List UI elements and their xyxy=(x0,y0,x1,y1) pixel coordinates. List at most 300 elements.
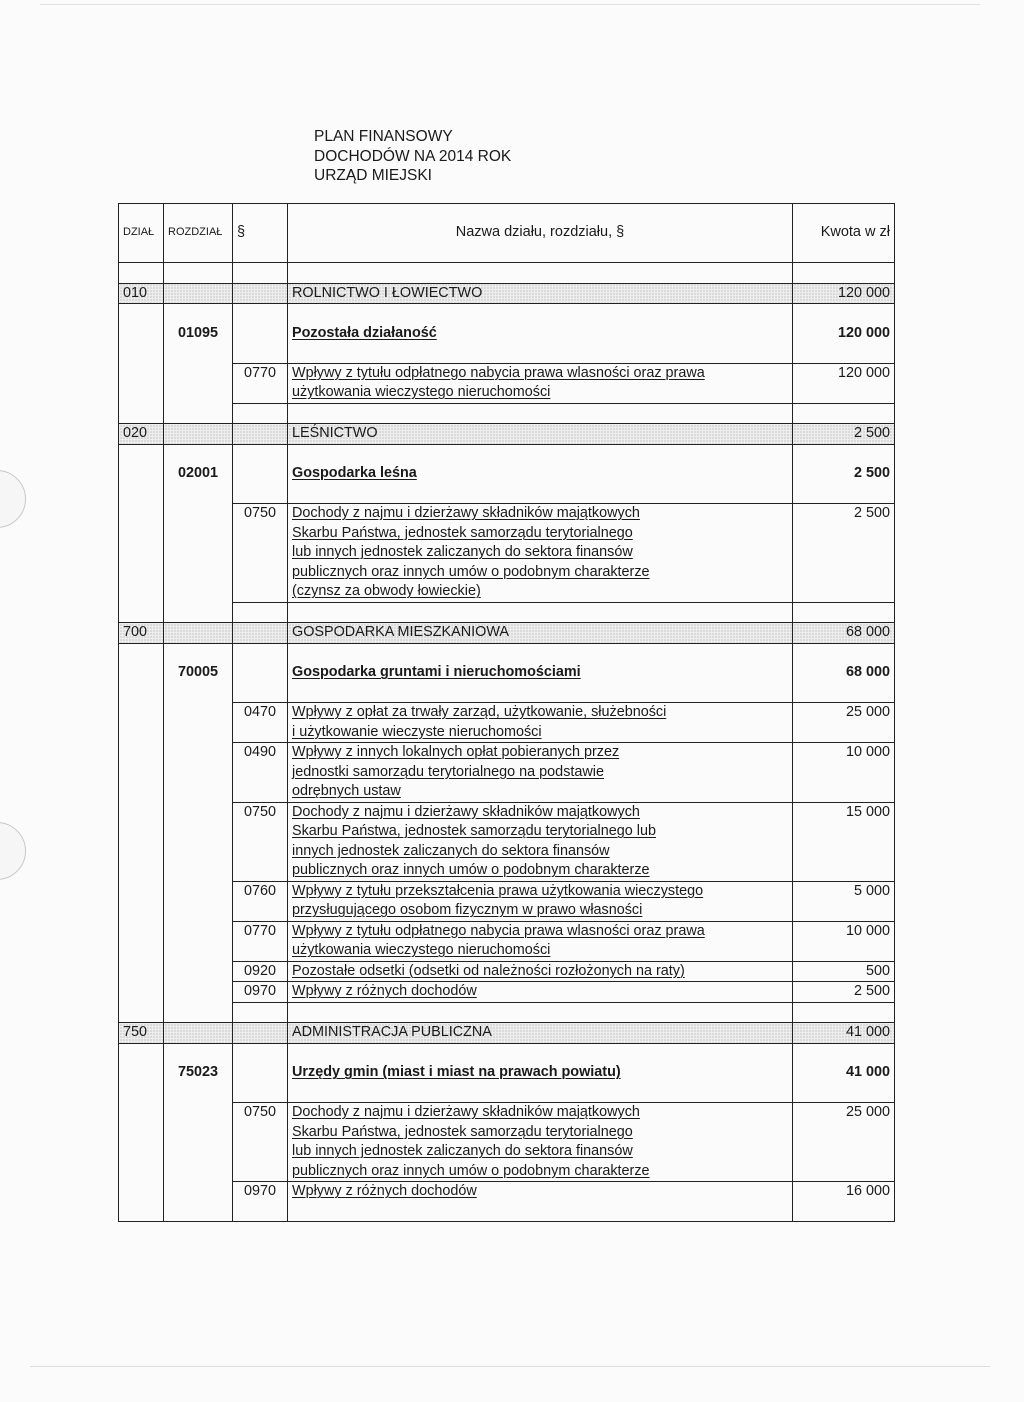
empty-cell xyxy=(164,1202,233,1222)
paragraph-name-line-text: publicznych oraz innych umów o podobnym charakterze xyxy=(292,862,650,878)
empty-cell xyxy=(164,484,233,504)
dzial-name-text: LEŚNICTWO xyxy=(292,425,378,441)
empty-cell xyxy=(164,763,233,783)
paragraph-code xyxy=(233,921,288,941)
dzial-name xyxy=(288,623,793,644)
empty-cell xyxy=(233,1002,288,1023)
empty-cell xyxy=(119,703,164,723)
empty-cell xyxy=(119,582,164,602)
paragraph-name-line xyxy=(288,363,793,383)
empty-cell xyxy=(164,941,233,961)
paragraph-name-line-text: Pozostałe odsetki (odsetki od należności rozłożonych na raty) xyxy=(292,962,685,979)
paragraph-name-line xyxy=(288,563,793,583)
paragraph-continuation-row xyxy=(119,563,895,583)
empty-cell xyxy=(233,861,288,881)
empty-cell xyxy=(164,723,233,743)
empty-cell xyxy=(119,683,164,703)
empty-cell xyxy=(119,743,164,763)
empty-cell xyxy=(119,563,164,583)
empty-cell xyxy=(119,343,164,363)
empty-cell xyxy=(164,403,233,424)
empty-cell xyxy=(119,1103,164,1123)
empty-cell xyxy=(793,563,895,583)
empty-cell xyxy=(164,921,233,941)
empty-cell xyxy=(793,683,895,703)
paragraph-name-line-text: Dochody z najmu i dzierżawy składników majątkowych xyxy=(292,1104,640,1120)
paragraph-name-line xyxy=(288,703,793,723)
paragraph-row xyxy=(119,961,895,982)
paragraph-code-text: 0970 xyxy=(243,1183,276,1199)
paragraph-row xyxy=(119,982,895,1003)
table-body xyxy=(119,263,895,1222)
empty-cell xyxy=(119,643,164,663)
empty-cell xyxy=(233,1063,288,1083)
empty-cell xyxy=(119,324,164,344)
empty-cell xyxy=(233,643,288,663)
rozdzial-name xyxy=(288,663,793,683)
empty-cell xyxy=(119,901,164,921)
empty-cell xyxy=(164,703,233,723)
paragraph-continuation-row xyxy=(119,383,895,403)
paragraph-code xyxy=(233,743,288,763)
paragraph-name-line xyxy=(288,383,793,403)
paragraph-row xyxy=(119,1103,895,1123)
empty-cell xyxy=(793,1123,895,1143)
empty-cell xyxy=(793,444,895,464)
empty-cell xyxy=(164,1103,233,1123)
empty-cell xyxy=(233,1023,288,1044)
empty-cell xyxy=(119,363,164,383)
dzial-name-text: GOSPODARKA MIESZKANIOWA xyxy=(292,624,509,640)
paragraph-continuation-row xyxy=(119,543,895,563)
paragraph-name-line-text: innych jednostek zaliczanych do sektora finansów xyxy=(292,842,610,859)
empty-cell xyxy=(288,304,793,324)
empty-cell xyxy=(119,1063,164,1083)
empty-cell xyxy=(164,1123,233,1143)
dzial-code xyxy=(119,623,164,644)
empty-cell xyxy=(119,961,164,982)
empty-cell xyxy=(793,763,895,783)
paragraph-name-line xyxy=(288,982,793,1003)
paragraph-name-line-text: użytkowania wieczystego nieruchomości xyxy=(292,942,551,958)
rozdzial-amount xyxy=(793,1063,895,1083)
paragraph-continuation-row xyxy=(119,1162,895,1182)
paragraph-amount xyxy=(793,881,895,901)
paragraph-name-line-text: Wpływy z różnych dochodów xyxy=(292,1183,477,1199)
empty-cell xyxy=(164,383,233,403)
paragraph-amount xyxy=(793,802,895,822)
punch-hole xyxy=(0,470,26,528)
paragraph-amount xyxy=(793,1182,895,1202)
paragraph-name-line xyxy=(288,1103,793,1123)
paragraph-code-text: 0750 xyxy=(243,505,276,521)
rozdzial-amount-text: 120 000 xyxy=(837,324,890,341)
empty-cell xyxy=(233,602,288,623)
paragraph-name-line xyxy=(288,861,793,881)
empty-cell xyxy=(164,861,233,881)
rozdzial-amount xyxy=(793,324,895,344)
empty-cell xyxy=(233,424,288,445)
empty-cell xyxy=(119,263,164,284)
empty-cell xyxy=(164,1182,233,1202)
empty-cell xyxy=(288,1043,793,1063)
title-line: URZĄD MIEJSKI xyxy=(314,167,432,184)
empty-cell xyxy=(288,343,793,363)
title-line: PLAN FINANSOWY xyxy=(314,128,453,145)
paragraph-name-line xyxy=(288,782,793,802)
paragraph-name-line-text: Skarbu Państwa, jednostek samorządu terytorialnego xyxy=(292,1123,633,1140)
paragraph-name-line-text: użytkowania wieczystego nieruchomości xyxy=(292,384,551,400)
dzial-code-text: 750 xyxy=(123,1024,148,1040)
rozdzial-code-text: 75023 xyxy=(177,1064,219,1080)
rozdzial-code-text: 01095 xyxy=(177,324,219,341)
document-title xyxy=(314,127,511,186)
empty-cell xyxy=(233,1123,288,1143)
paragraph-name-line-text: jednostki samorządu terytorialnego na podstawie xyxy=(292,763,604,780)
empty-cell xyxy=(119,403,164,424)
empty-cell xyxy=(164,1023,233,1044)
empty-cell xyxy=(164,343,233,363)
empty-cell xyxy=(288,602,793,623)
paragraph-amount-text: 2 500 xyxy=(853,983,890,999)
paragraph-amount xyxy=(793,703,895,723)
dzial-code-text: 010 xyxy=(123,284,148,301)
table-header-row xyxy=(119,204,895,263)
column-header-name: Nazwa działu, rozdziału, § xyxy=(288,204,793,263)
empty-cell xyxy=(233,822,288,842)
empty-cell xyxy=(164,901,233,921)
empty-cell xyxy=(793,822,895,842)
empty-cell xyxy=(164,263,233,284)
empty-cell xyxy=(233,563,288,583)
rozdzial-amount xyxy=(793,464,895,484)
empty-cell xyxy=(119,723,164,743)
dzial-amount-text: 41 000 xyxy=(845,1024,890,1040)
empty-cell xyxy=(233,1043,288,1063)
paragraph-name-line-text: Skarbu Państwa, jednostek samorządu terytorialnego xyxy=(292,524,633,541)
empty-cell xyxy=(164,881,233,901)
empty-cell xyxy=(793,304,895,324)
title-line: DOCHODÓW NA 2014 ROK xyxy=(314,147,512,165)
empty-cell xyxy=(233,663,288,683)
dzial-amount xyxy=(793,424,895,445)
paragraph-code-text: 0970 xyxy=(243,983,276,999)
spacer-row xyxy=(119,444,895,464)
dzial-name xyxy=(288,283,793,304)
empty-cell xyxy=(793,582,895,602)
paragraph-continuation-row xyxy=(119,763,895,783)
rozdzial-code xyxy=(164,663,233,683)
dzial-amount xyxy=(793,283,895,304)
paragraph-row xyxy=(119,921,895,941)
empty-cell xyxy=(233,683,288,703)
empty-cell xyxy=(119,842,164,862)
empty-cell xyxy=(164,524,233,544)
empty-cell xyxy=(164,643,233,663)
empty-cell xyxy=(119,1182,164,1202)
empty-cell xyxy=(164,1043,233,1063)
empty-cell xyxy=(164,1162,233,1182)
empty-cell xyxy=(164,683,233,703)
empty-cell xyxy=(233,623,288,644)
rozdzial-row xyxy=(119,324,895,344)
rozdzial-row xyxy=(119,1063,895,1083)
empty-cell xyxy=(288,1202,793,1222)
paragraph-continuation-row xyxy=(119,842,895,862)
paragraph-amount-text: 10 000 xyxy=(845,744,890,760)
empty-cell xyxy=(233,383,288,403)
dzial-row xyxy=(119,1023,895,1044)
paragraph-name-line xyxy=(288,504,793,524)
paragraph-code xyxy=(233,1182,288,1202)
paragraph-code-text: 0750 xyxy=(243,1104,276,1120)
dzial-amount-text: 68 000 xyxy=(845,624,890,640)
empty-cell xyxy=(119,1162,164,1182)
empty-cell xyxy=(288,444,793,464)
column-header-amount: Kwota w zł xyxy=(793,204,895,263)
paragraph-name-line xyxy=(288,941,793,961)
paragraph-name-line xyxy=(288,881,793,901)
dzial-name xyxy=(288,1023,793,1044)
paragraph-continuation-row xyxy=(119,941,895,961)
empty-cell xyxy=(119,1083,164,1103)
punch-hole xyxy=(0,822,26,880)
empty-cell xyxy=(119,1202,164,1222)
paragraph-name-line-text: Wpływy z różnych dochodów xyxy=(292,983,477,999)
empty-cell xyxy=(793,1202,895,1222)
rozdzial-code xyxy=(164,324,233,344)
paragraph-name-line xyxy=(288,802,793,822)
empty-cell xyxy=(164,424,233,445)
empty-cell xyxy=(233,941,288,961)
empty-cell xyxy=(233,782,288,802)
empty-cell xyxy=(164,842,233,862)
paragraph-name-line xyxy=(288,723,793,743)
empty-cell xyxy=(288,263,793,284)
empty-cell xyxy=(164,822,233,842)
paragraph-name-line xyxy=(288,763,793,783)
empty-cell xyxy=(793,343,895,363)
empty-cell xyxy=(793,484,895,504)
empty-cell xyxy=(119,982,164,1003)
paragraph-name-line xyxy=(288,822,793,842)
rozdzial-row xyxy=(119,464,895,484)
spacer-row xyxy=(119,1002,895,1023)
paragraph-name-line-text: publicznych oraz innych umów o podobnym charakterze xyxy=(292,563,650,580)
empty-cell xyxy=(164,743,233,763)
paragraph-name-line xyxy=(288,901,793,921)
paragraph-continuation-row xyxy=(119,582,895,602)
empty-cell xyxy=(164,802,233,822)
empty-cell xyxy=(164,1142,233,1162)
paragraph-row xyxy=(119,703,895,723)
paragraph-row xyxy=(119,1182,895,1202)
empty-cell xyxy=(164,1083,233,1103)
dzial-name-text: ADMINISTRACJA PUBLICZNA xyxy=(292,1024,492,1040)
empty-cell xyxy=(793,403,895,424)
paragraph-amount-text: 500 xyxy=(865,962,890,979)
empty-cell xyxy=(793,263,895,284)
empty-cell xyxy=(233,283,288,304)
spacer-row xyxy=(119,403,895,424)
paragraph-name-line xyxy=(288,543,793,563)
empty-cell xyxy=(164,444,233,464)
empty-cell xyxy=(793,901,895,921)
spacer-row xyxy=(119,263,895,284)
empty-cell xyxy=(119,1002,164,1023)
paragraph-continuation-row xyxy=(119,901,895,921)
empty-cell xyxy=(119,444,164,464)
dzial-amount-text: 2 500 xyxy=(853,425,890,441)
empty-cell xyxy=(119,602,164,623)
paragraph-code xyxy=(233,961,288,982)
paragraph-name-line-text: Dochody z najmu i dzierżawy składników majątkowych xyxy=(292,803,640,820)
paragraph-name-line-text: Wpływy z tytułu przekształcenia prawa użytkowania wieczystego xyxy=(292,882,704,899)
paragraph-continuation-row xyxy=(119,861,895,881)
empty-cell xyxy=(164,283,233,304)
paragraph-name-line-text: Dochody z najmu i dzierżawy składników majątkowych xyxy=(292,505,640,521)
empty-cell xyxy=(233,543,288,563)
dzial-amount xyxy=(793,623,895,644)
rozdzial-amount xyxy=(793,663,895,683)
empty-cell xyxy=(233,263,288,284)
empty-cell xyxy=(164,782,233,802)
empty-cell xyxy=(233,304,288,324)
scan-edge-line xyxy=(40,4,980,5)
paragraph-code xyxy=(233,703,288,723)
spacer-row xyxy=(119,602,895,623)
empty-cell xyxy=(233,464,288,484)
empty-cell xyxy=(119,861,164,881)
paragraph-amount xyxy=(793,982,895,1003)
paragraph-code xyxy=(233,504,288,524)
empty-cell xyxy=(793,782,895,802)
column-header-rozdzial: ROZDZIAŁ xyxy=(164,204,233,263)
rozdzial-code xyxy=(164,1063,233,1083)
empty-cell xyxy=(793,383,895,403)
spacer-row xyxy=(119,1083,895,1103)
paragraph-row xyxy=(119,743,895,763)
paragraph-name-line-text: (czynsz za obwody łowieckie) xyxy=(292,583,481,599)
empty-cell xyxy=(288,403,793,424)
empty-cell xyxy=(119,822,164,842)
rozdzial-amount-text: 41 000 xyxy=(845,1064,890,1080)
dzial-code xyxy=(119,283,164,304)
empty-cell xyxy=(119,504,164,524)
empty-cell xyxy=(119,383,164,403)
empty-cell xyxy=(233,1202,288,1222)
paragraph-amount-text: 16 000 xyxy=(845,1183,890,1199)
empty-cell xyxy=(119,941,164,961)
empty-cell xyxy=(793,861,895,881)
empty-cell xyxy=(233,1083,288,1103)
rozdzial-code-text: 02001 xyxy=(177,465,219,481)
paragraph-code-text: 0770 xyxy=(243,922,276,939)
empty-cell xyxy=(233,1142,288,1162)
paragraph-code xyxy=(233,363,288,383)
spacer-row xyxy=(119,683,895,703)
spacer-row xyxy=(119,484,895,504)
rozdzial-name xyxy=(288,324,793,344)
empty-cell xyxy=(164,543,233,563)
dzial-code-text: 020 xyxy=(123,425,148,441)
paragraph-continuation-row xyxy=(119,822,895,842)
empty-cell xyxy=(164,563,233,583)
empty-cell xyxy=(793,1083,895,1103)
spacer-row xyxy=(119,1043,895,1063)
rozdzial-name-text: Gospodarka gruntami i nieruchomościami xyxy=(292,664,581,680)
dzial-row xyxy=(119,424,895,445)
paragraph-amount-text: 15 000 xyxy=(845,803,890,820)
paragraph-amount xyxy=(793,363,895,383)
empty-cell xyxy=(164,304,233,324)
paragraph-name-line xyxy=(288,961,793,982)
empty-cell xyxy=(233,444,288,464)
empty-cell xyxy=(793,643,895,663)
paragraph-code-text: 0920 xyxy=(243,962,276,979)
paragraph-code-text: 0750 xyxy=(243,803,276,820)
empty-cell xyxy=(233,484,288,504)
empty-cell xyxy=(119,543,164,563)
empty-cell xyxy=(119,782,164,802)
rozdzial-amount-text: 2 500 xyxy=(853,465,890,481)
empty-cell xyxy=(119,921,164,941)
paragraph-name-line-text: lub innych jednostek zaliczanych do sektora finansów xyxy=(292,544,633,560)
empty-cell xyxy=(288,683,793,703)
paragraph-name-line-text: Wpływy z opłat za trwały zarząd, użytkowanie, służebności xyxy=(292,704,667,720)
empty-cell xyxy=(164,504,233,524)
empty-cell xyxy=(119,484,164,504)
empty-cell xyxy=(119,763,164,783)
spacer-row xyxy=(119,1202,895,1222)
paragraph-row xyxy=(119,363,895,383)
dzial-code xyxy=(119,424,164,445)
dzial-code xyxy=(119,1023,164,1044)
paragraph-continuation-row xyxy=(119,1142,895,1162)
empty-cell xyxy=(164,623,233,644)
spacer-row xyxy=(119,643,895,663)
empty-cell xyxy=(793,941,895,961)
empty-cell xyxy=(288,643,793,663)
paragraph-amount xyxy=(793,504,895,524)
paragraph-amount-text: 2 500 xyxy=(853,505,890,521)
paragraph-amount-text: 10 000 xyxy=(845,922,890,939)
dzial-amount-text: 120 000 xyxy=(837,284,890,301)
empty-cell xyxy=(119,464,164,484)
paragraph-code xyxy=(233,802,288,822)
dzial-code-text: 700 xyxy=(123,624,148,640)
rozdzial-code-text: 70005 xyxy=(177,664,219,680)
paragraph-name-line xyxy=(288,743,793,763)
paragraph-name-line xyxy=(288,1142,793,1162)
dzial-row xyxy=(119,623,895,644)
paragraph-amount-text: 5 000 xyxy=(853,882,890,899)
empty-cell xyxy=(233,901,288,921)
dzial-row xyxy=(119,283,895,304)
rozdzial-row xyxy=(119,663,895,683)
paragraph-code xyxy=(233,1103,288,1123)
paragraph-amount xyxy=(793,1103,895,1123)
empty-cell xyxy=(233,324,288,344)
paragraph-name-line-text: Skarbu Państwa, jednostek samorządu terytorialnego lub xyxy=(292,823,656,839)
empty-cell xyxy=(793,1002,895,1023)
empty-cell xyxy=(793,602,895,623)
paragraph-name-line-text: odrębnych ustaw xyxy=(292,783,401,799)
empty-cell xyxy=(233,763,288,783)
column-header-dzial: DZIAŁ xyxy=(119,204,164,263)
paragraph-continuation-row xyxy=(119,723,895,743)
rozdzial-name xyxy=(288,464,793,484)
